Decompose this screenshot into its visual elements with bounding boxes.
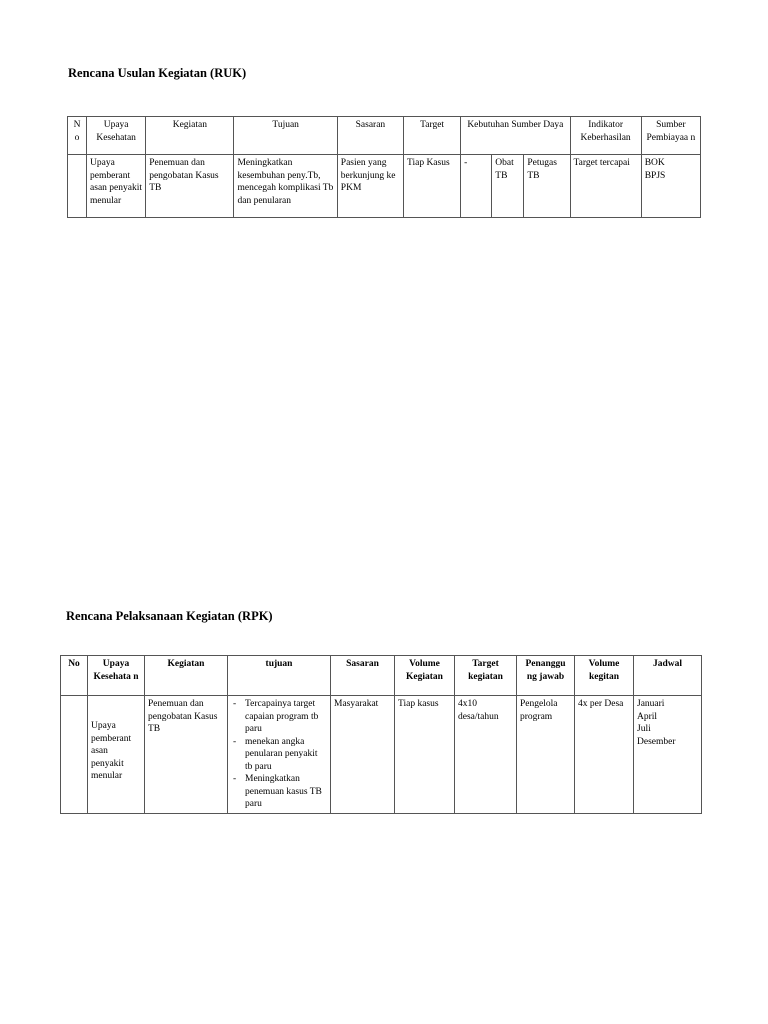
list-item: - menekan angka penularan penyakit tb paru [231, 736, 327, 774]
rpk-header-upaya: Upaya Kesehata n [88, 656, 145, 696]
ruk-cell-kebutuhan-1: - [461, 155, 492, 218]
rpk-header-tujuan: tujuan [228, 656, 331, 696]
rpk-cell-tujuan [228, 696, 331, 814]
table-row [61, 696, 702, 814]
rpk-header-volume-kegitan: Volume kegitan [575, 656, 634, 696]
ruk-header-sasaran: Sasaran [337, 117, 403, 155]
ruk-header-row [68, 117, 701, 155]
rpk-cell-no [61, 696, 88, 814]
ruk-sumber-bok: BOK [644, 158, 665, 168]
rpk-cell-target: 4x10 desa/tahun [455, 696, 517, 814]
rpk-header-volume: Volume Kegiatan [395, 656, 455, 696]
ruk-header-tujuan: Tujuan [234, 117, 337, 155]
ruk-cell-kebutuhan-2: Obat TB [492, 155, 524, 218]
rpk-table [60, 655, 702, 814]
rpk-header-penanggung: Penanggu ng jawab [517, 656, 575, 696]
ruk-cell-sasaran: Pasien yang berkunjung ke PKM [337, 155, 403, 218]
rpk-header-jadwal: Jadwal [634, 656, 702, 696]
list-item: - Meningkatkan penemuan kasus TB paru [231, 773, 327, 811]
ruk-header-kegiatan: Kegiatan [146, 117, 234, 155]
jadwal-item: Desember [637, 736, 676, 747]
jadwal-item: Januari [637, 699, 665, 709]
ruk-cell-target: Tiap Kasus [404, 155, 461, 218]
ruk-header-indikator: Indikator Keberhasilan [570, 117, 641, 155]
rpk-cell-volume-kegitan: 4x per Desa [575, 696, 634, 814]
rpk-header-kegiatan: Kegiatan [145, 656, 228, 696]
rpk-header-no: No [61, 656, 88, 696]
ruk-header-no: N o [68, 117, 87, 155]
ruk-header-kebutuhan: Kebutuhan Sumber Daya [461, 117, 570, 155]
jadwal-item: April [637, 711, 658, 722]
ruk-cell-tujuan: Meningkatkan kesembuhan peny.Tb, mencegah komplikasi Tb dan penularan [234, 155, 337, 218]
rpk-tujuan-list [231, 698, 327, 811]
rpk-cell-penanggung: Pengelola program [517, 696, 575, 814]
ruk-cell-kebutuhan-3: Petugas TB [524, 155, 570, 218]
rpk-cell-sasaran: Masyarakat [331, 696, 395, 814]
ruk-cell-kegiatan: Penemuan dan pengobatan Kasus TB [146, 155, 234, 218]
ruk-title: Rencana Usulan Kegiatan (RUK) [68, 66, 247, 80]
rpk-cell-upaya: Upaya pemberant asan penyakit menular [88, 696, 145, 814]
rpk-title: Rencana Pelaksanaan Kegiatan (RPK) [66, 609, 273, 623]
ruk-header-target: Target [404, 117, 461, 155]
ruk-cell-sumber [641, 155, 700, 218]
ruk-sumber-bpjs: BPJS [644, 170, 666, 181]
rpk-cell-jadwal [634, 696, 702, 814]
list-item: - Tercapainya target capaian program tb paru [231, 698, 327, 736]
jadwal-item: Juli [637, 724, 651, 734]
ruk-cell-no [68, 155, 87, 218]
ruk-cell-upaya: Upaya pemberant asan penyakit menular [87, 155, 146, 218]
rpk-cell-volume: Tiap kasus [395, 696, 455, 814]
ruk-header-sumber: Sumber Pembiayaa n [641, 117, 700, 155]
rpk-header-target: Target kegiatan [455, 656, 517, 696]
rpk-header-sasaran: Sasaran [331, 656, 395, 696]
table-row [68, 155, 701, 218]
ruk-cell-indikator: Target tercapai [570, 155, 641, 218]
rpk-cell-kegiatan: Penemuan dan pengobatan Kasus TB [145, 696, 228, 814]
rpk-header-row [61, 656, 702, 696]
ruk-header-upaya: Upaya Kesehatan [87, 117, 146, 155]
ruk-table [67, 116, 701, 218]
